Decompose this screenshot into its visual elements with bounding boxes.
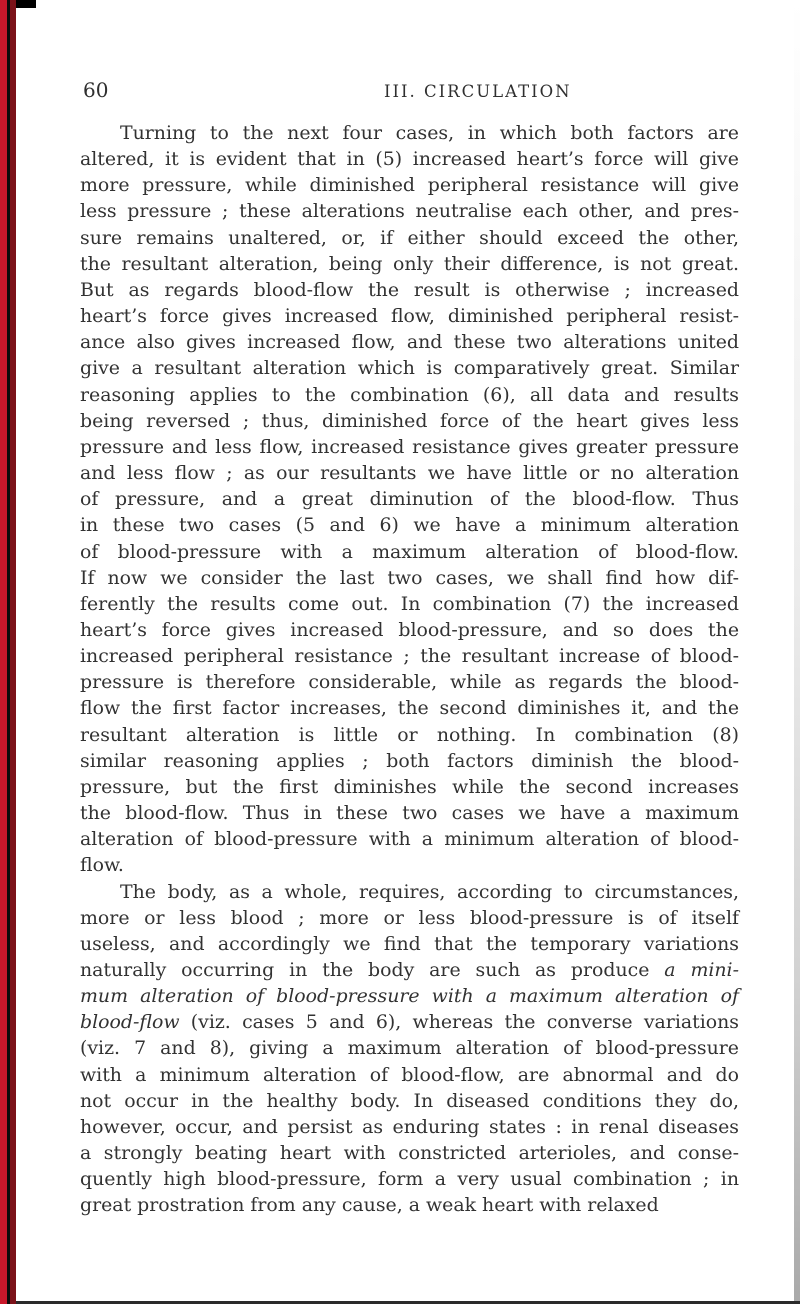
text-line: the blood-flow. Thus in these two cases we have a maximum: [80, 802, 739, 825]
text-segment: not occur in the healthy body. In diseased conditions they do,: [80, 1089, 739, 1112]
book-page: [80, 68, 739, 1219]
text-segment: (viz. 7 and 8), giving a maximum alteration of blood-pressure: [80, 1037, 739, 1060]
text-line: [80, 1192, 739, 1218]
text-line: pressure and less flow, increased resistance gives greater pressure: [80, 435, 739, 458]
page-number: 60: [83, 78, 109, 102]
text-line: less pressure ; these alterations neutralise each other, and pres-: [80, 200, 739, 223]
italic-text: mum alteration of blood-pressure with a maximum alteration of: [80, 985, 739, 1008]
text-line: [80, 1088, 739, 1114]
text-line: in these two cases (5 and 6) we have a minimum alteration: [80, 514, 739, 537]
text-line: ance also gives increased flow, and these two alterations united: [80, 331, 739, 354]
text-line: heart’s force gives increased blood-pressure, and so does the: [80, 618, 739, 641]
text-line: altered, it is evident that in (5) increased heart’s force will give: [80, 148, 739, 171]
text-line: [80, 1062, 739, 1088]
text-line: [80, 1114, 739, 1140]
text-line: But as regards blood-flow the result is otherwise ; increased: [80, 278, 739, 301]
text-line: resultant alteration is little or nothing. In combination (8): [80, 723, 739, 746]
binding-top-strip: [16, 0, 36, 8]
text-line: Turning to the next four cases, in which both factors are: [120, 122, 739, 144]
page-right-edge: [794, 0, 800, 1304]
text-line: [80, 931, 739, 957]
text-line: [80, 983, 739, 1009]
text-line: and less flow ; as our resultants we have little or no alteration: [80, 462, 739, 485]
text-segment: with a minimum alteration of blood-flow, are abnormal and do: [80, 1063, 739, 1086]
italic-text: blood-flow: [80, 1011, 180, 1034]
book-binding-edge: [0, 0, 16, 1304]
text-line: sure remains unaltered, or, if either should exceed the other,: [80, 226, 739, 249]
text-line: flow.: [80, 854, 124, 877]
text-segment: useless, and accordingly we find that the temporary variations: [80, 932, 739, 955]
text-line: [80, 1009, 739, 1035]
text-segment: more or less blood ; more or less blood-pressure is of itself: [80, 906, 739, 929]
text-segment: great prostration from any cause, a weak heart with relaxed: [80, 1194, 659, 1217]
text-line: increased peripheral resistance ; the resultant increase of blood-: [80, 645, 739, 668]
text-line: more pressure, while diminished peripheral resistance will give: [80, 174, 739, 197]
text-segment: quently high blood-pressure, form a very usual combination ; in: [80, 1168, 739, 1191]
section-title: III. CIRCULATION: [384, 82, 572, 101]
text-line: similar reasoning applies ; both factors diminish the blood-: [80, 749, 739, 772]
paragraph-2: [80, 879, 739, 1219]
text-line: the resultant alteration, being only their difference, is not great.: [80, 252, 739, 275]
text-line: give a resultant alteration which is comparatively great. Similar: [80, 357, 739, 380]
text-segment: The body, as a whole, requires, according to circumstances,: [120, 880, 739, 903]
text-line: flow the first factor increases, the second diminishes it, and the: [80, 697, 739, 720]
text-line: heart’s force gives increased flow, diminished peripheral resist-: [80, 305, 739, 328]
text-line: pressure is therefore considerable, while as regards the blood-: [80, 671, 739, 694]
text-line: reasoning applies to the combination (6), all data and results: [80, 383, 739, 406]
paragraph-1: [80, 120, 739, 879]
text-segment: however, occur, and persist as enduring states : in renal diseases: [80, 1115, 739, 1138]
text-line: [80, 905, 739, 931]
text-line: of pressure, and a great diminution of the blood-flow. Thus: [80, 488, 739, 511]
text-line: [80, 1140, 739, 1166]
text-line: [80, 957, 739, 983]
text-line: of blood-pressure with a maximum alteration of blood-flow.: [80, 540, 739, 563]
body-text: [80, 120, 739, 1219]
text-line: being reversed ; thus, diminished force of the heart gives less: [80, 409, 739, 432]
text-line: If now we consider the last two cases, we shall find how dif-: [80, 566, 739, 589]
text-line: [80, 1166, 739, 1192]
text-segment: (viz. cases 5 and 6), whereas the converse variations: [179, 1011, 739, 1034]
italic-text: a mini-: [664, 959, 739, 981]
text-line: [80, 1035, 739, 1061]
running-head: [80, 68, 739, 102]
text-line: alteration of blood-pressure with a minimum alteration of blood-: [80, 828, 739, 851]
text-line: pressure, but the first diminishes while the second increases: [80, 775, 739, 798]
text-segment: naturally occurring in the body are such as produce: [80, 959, 665, 981]
text-line: ferently the results come out. In combination (7) the increased: [80, 592, 739, 615]
text-segment: a strongly beating heart with constricted arterioles, and conse-: [80, 1142, 739, 1165]
text-line: [80, 879, 739, 905]
